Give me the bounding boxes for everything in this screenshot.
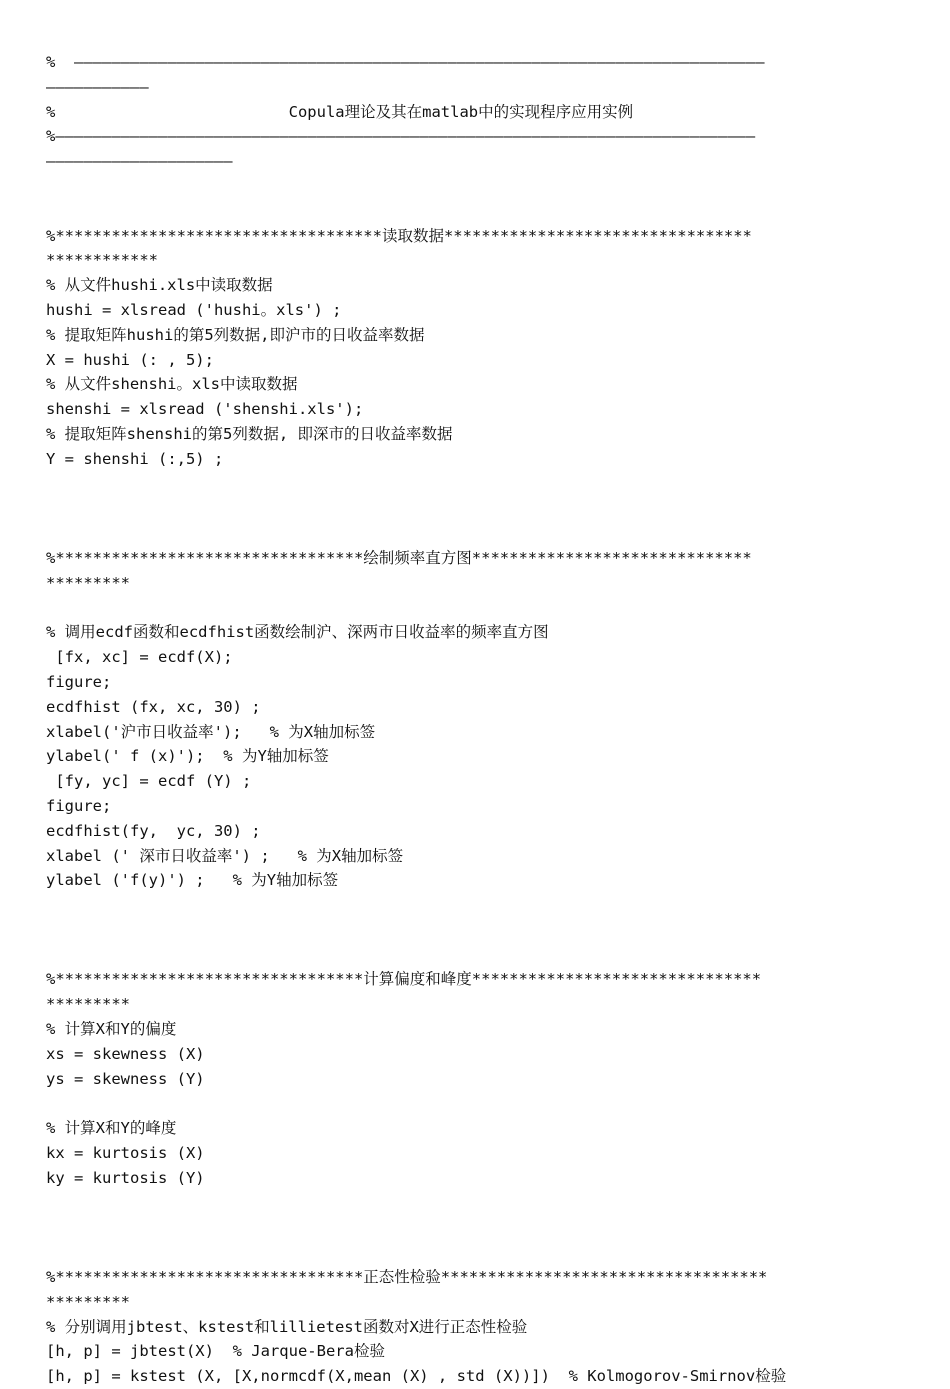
code-line: % Copula理论及其在matlab中的实现程序应用实例 bbox=[46, 102, 634, 121]
code-line: shenshi = xlsread ('shenshi.xls'); bbox=[46, 400, 364, 419]
blank-line bbox=[46, 174, 906, 199]
code-line: % 分别调用jbtest、kstest和lillietest函数对X进行正态性检验 bbox=[46, 1317, 528, 1336]
code-line: ************ bbox=[46, 251, 158, 270]
code-line: % 计算X和Y的偏度 bbox=[46, 1020, 177, 1039]
code-line: ecdfhist (fx, xc, 30) ; bbox=[46, 697, 261, 716]
blank-line bbox=[46, 1215, 906, 1240]
blank-line bbox=[46, 1191, 906, 1216]
code-line: figure; bbox=[46, 796, 112, 815]
code-line: %*********************************绘制频率直方图****************************** bbox=[46, 548, 752, 567]
code-line: ********* bbox=[46, 1292, 130, 1311]
code-line: ky = kurtosis (Y) bbox=[46, 1168, 205, 1187]
blank-line bbox=[46, 1240, 906, 1265]
code-line: ——————————— bbox=[46, 77, 149, 96]
code-line: % 计算X和Y的峰度 bbox=[46, 1119, 177, 1138]
code-line: xlabel (' 深市日收益率') ; % 为X轴加标签 bbox=[46, 846, 404, 865]
blank-line bbox=[46, 472, 906, 497]
code-line: ylabel ('f(y)') ; % 为Y轴加标签 bbox=[46, 871, 339, 890]
code-line: [fy, yc] = ecdf (Y) ; bbox=[46, 772, 252, 791]
code-line: %——————————————————————————————————————————————————————————————————————————— bbox=[46, 127, 756, 146]
code-line: ys = skewness (Y) bbox=[46, 1069, 205, 1088]
blank-line bbox=[46, 943, 906, 968]
code-line: kx = kurtosis (X) bbox=[46, 1144, 205, 1163]
code-line: [fx, xc] = ecdf(X); bbox=[46, 648, 233, 667]
code-line: % 从文件hushi.xls中读取数据 bbox=[46, 276, 273, 295]
code-line: %***********************************读取数据********************************* bbox=[46, 226, 752, 245]
code-line: %*********************************计算偏度和峰度******************************* bbox=[46, 970, 762, 989]
code-line: figure; bbox=[46, 672, 112, 691]
blank-line bbox=[46, 199, 906, 224]
blank-line bbox=[46, 893, 906, 918]
code-line: [h, p] = jbtest(X) % Jarque-Bera检验 bbox=[46, 1342, 385, 1361]
code-line: [h, p] = kstest (X, [X,normcdf(X,mean (X) , std (X))]) % Kolmogorov-Smirnov检验 bbox=[46, 1367, 787, 1386]
code-line: ———————————————————— bbox=[46, 152, 233, 171]
blank-line bbox=[46, 521, 906, 546]
blank-line bbox=[46, 496, 906, 521]
code-line: ecdfhist(fy, yc, 30) ; bbox=[46, 821, 261, 840]
code-line: % —————————————————————————————————————————————————————————————————————————— bbox=[46, 53, 765, 71]
code-line: ylabel(' f (x)'); % 为Y轴加标签 bbox=[46, 747, 329, 766]
blank-line bbox=[46, 1091, 906, 1116]
code-line: xlabel('沪市日收益率'); % 为X轴加标签 bbox=[46, 722, 376, 741]
code-document bbox=[46, 50, 906, 1389]
code-line: Y = shenshi (:,5) ; bbox=[46, 449, 224, 468]
code-line: % 从文件shenshi。xls中读取数据 bbox=[46, 375, 298, 394]
code-line: ********* bbox=[46, 995, 130, 1014]
blank-line bbox=[46, 918, 906, 943]
code-line: ********* bbox=[46, 573, 130, 592]
code-line: % 提取矩阵shenshi的第5列数据, 即深市的日收益率数据 bbox=[46, 424, 453, 443]
code-line: xs = skewness (X) bbox=[46, 1044, 205, 1063]
code-line: % 调用ecdf函数和ecdfhist函数绘制沪、深两市日收益率的频率直方图 bbox=[46, 623, 549, 642]
code-line: hushi = xlsread ('hushi。xls') ; bbox=[46, 300, 342, 319]
code-line: X = hushi (: , 5); bbox=[46, 350, 214, 369]
code-line: %*********************************正态性检验*********************************** bbox=[46, 1268, 768, 1287]
code-line: % 提取矩阵hushi的第5列数据,即沪市的日收益率数据 bbox=[46, 325, 425, 344]
blank-line bbox=[46, 596, 906, 621]
